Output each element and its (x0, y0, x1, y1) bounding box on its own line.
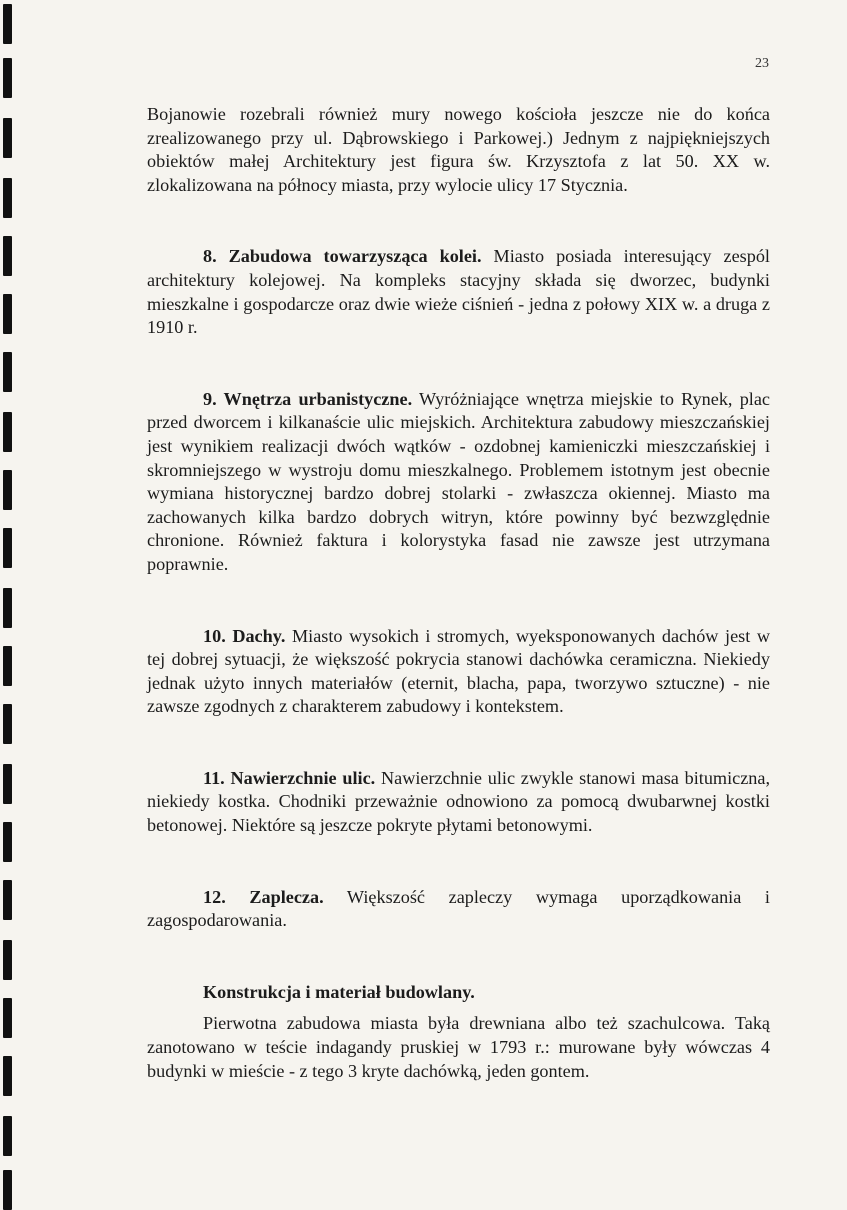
binder-hole (3, 470, 12, 510)
binder-hole (3, 646, 12, 686)
section-railway (147, 245, 770, 339)
binder-hole (3, 294, 12, 334)
binder-hole (3, 1116, 12, 1156)
page-number: 23 (755, 56, 769, 71)
section-text: Nawierzchnie ulic zwykle stanowi masa bitumiczna, niekiedy kostka. Chodniki przeważnie odnowiono za pomocą dwubarwnej kostki betonowej. Niektóre są jeszcze pokryte płytami betonowymi. (147, 767, 770, 836)
binder-hole (3, 704, 12, 744)
section-urban-interiors (147, 388, 770, 577)
section-text: Większość zapleczy wymaga uporządkowania i zagospodarowania. (147, 886, 770, 931)
intro-paragraph: Bojanowie rozebrali również mury nowego kościoła jeszcze nie do końca zrealizowanego przy ul. Dąbrowskiego i Parkowej.) Jednym z najpiękniejszych obiektów małej Architektury jest figura św. Krzysztofa z lat 50. XX w. zlokalizowana na północy miasta, przy wylocie ulicy 17 Stycznia. (147, 104, 770, 195)
binder-hole (3, 178, 12, 218)
section-backyards (147, 886, 770, 933)
binder-hole (3, 940, 12, 980)
section-heading: 12. Zaplecza. (203, 886, 324, 907)
binder-hole (3, 4, 12, 44)
binder-hole (3, 412, 12, 452)
document-body (147, 103, 770, 1083)
binder-hole (3, 58, 12, 98)
section-heading: 11. Nawierzchnie ulic. (203, 767, 376, 788)
section-heading: 10. Dachy. (203, 625, 286, 646)
binder-hole (3, 1170, 12, 1210)
binder-hole (3, 1056, 12, 1096)
binder-hole (3, 588, 12, 628)
section-text: Miasto posiada interesujący zespól architektury kolejowej. Na kompleks stacyjny składa się dworzec, budynki mieszkalne i gospodarcze oraz dwie wieże ciśnień - jedna z połowy XIX w. a druga z 1910 r. (147, 246, 770, 338)
binder-hole (3, 528, 12, 568)
binder-hole (3, 352, 12, 392)
section-street-surfaces (147, 767, 770, 838)
binder-hole (3, 764, 12, 804)
section-roofs (147, 625, 770, 719)
section-heading: 8. Zabudowa towarzysząca kolei. (203, 246, 482, 267)
binder-holes (0, 0, 22, 1200)
binder-hole (3, 236, 12, 276)
binder-hole (3, 118, 12, 158)
section-text: Wyróżniające wnętrza miejskie to Rynek, plac przed dworcem i kilkanaście ulic miejskich. Architektura zabudowy mieszczańskiej jest wynikiem realizacji dwóch wątków - ozdobnej kamieniczki mieszczańskiej i skromniejszego w wystroju domu mieszkalnego. Problemem istotnym jest obecnie wymiana historycznej bardzo dobrej stolarki - zwłaszcza okiennej. Miasto ma zachowanych kilka bardzo dobrych witryn, które powinny być bezwzględnie chronione. Również faktura i kolorystyka fasad nie zawsze jest utrzymana poprawnie. (147, 388, 770, 574)
binder-hole (3, 880, 12, 920)
binder-hole (3, 822, 12, 862)
section-heading: 9. Wnętrza urbanistyczne. (203, 388, 413, 409)
section-text: Miasto wysokich i stromych, wyeksponowanych dachów jest w tej dobrej sytuacji, że większość pokrycia stanowi dachówka ceramiczna. Niekiedy jednak użyto innych materiałów (eternit, blacha, papa, tworzywo sztuczne) - nie zawsze zgodnych z charakterem zabudowy i kontekstem. (147, 625, 770, 717)
construction-paragraph: Pierwotna zabudowa miasta była drewniana albo też szachulcowa. Taką zanotowano w teście indagandy pruskiej w 1793 r.: murowane były wówczas 4 budynki w mieście - z tego 3 kryte dachówką, jeden gontem. (147, 1013, 770, 1081)
binder-hole (3, 998, 12, 1038)
construction-heading: Konstrukcja i materiał budowlany. (203, 981, 475, 1002)
